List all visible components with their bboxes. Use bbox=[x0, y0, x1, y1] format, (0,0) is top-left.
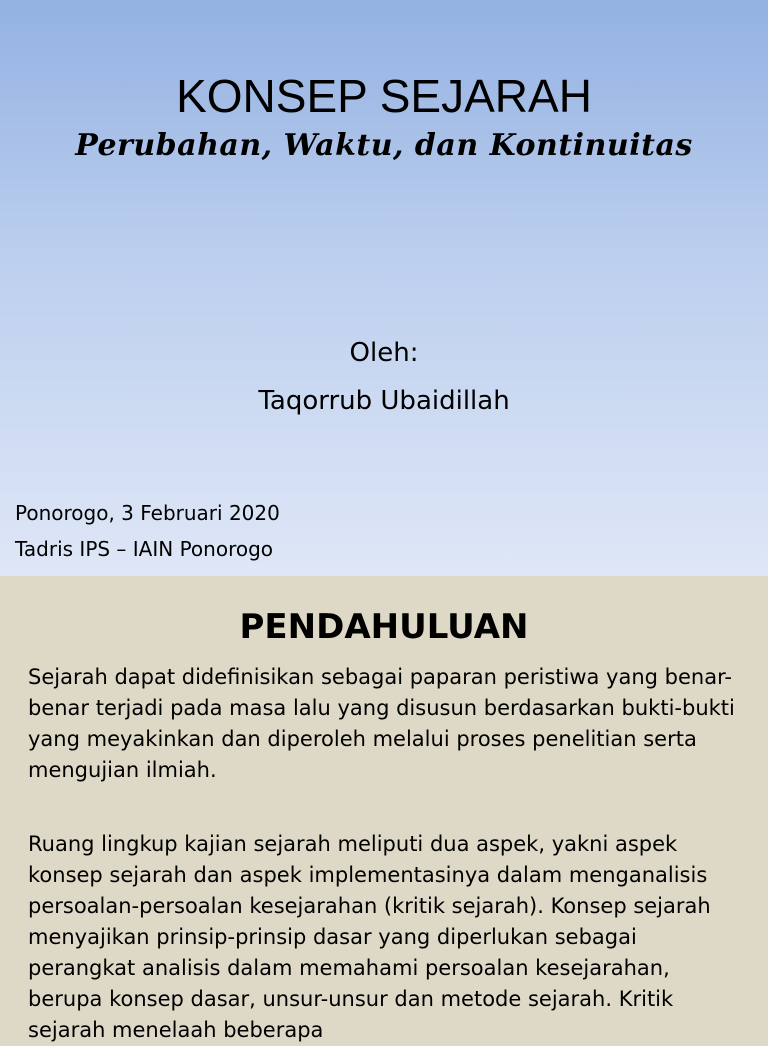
intro-slide bbox=[0, 576, 768, 1042]
date-place: Ponorogo, 3 Februari 2020 bbox=[15, 501, 280, 525]
institution: Tadris IPS – IAIN Ponorogo bbox=[15, 537, 274, 561]
slide-subtitle: Perubahan, Waktu, dan Kontinuitas bbox=[75, 128, 693, 163]
paragraph-scope: Ruang lingkup kajian sejarah meliputi dua aspek, yakni aspek konsep sejarah dan aspek implementasinya dalam menganalisis persoalan-persoalan kesejarahan (kritik sejarah). Konsep sejarah menyajikan prinsip-prinsip dasar yang diperlukan sebagai perangkat analisis dalam memahami persoalan kesejarahan, berupa konsep dasar, unsur-unsur dan metode sejarah. Kritik sejarah menelaah beberapa bbox=[28, 832, 711, 1042]
section-heading: PENDAHULUAN bbox=[239, 607, 529, 647]
author-label: Oleh: bbox=[349, 338, 419, 368]
slide-title: KONSEP SEJARAH bbox=[176, 70, 592, 122]
author-name: Taqorrub Ubaidillah bbox=[258, 386, 510, 416]
paragraph-definition: Sejarah dapat didefinisikan sebagai paparan peristiwa yang benar-benar terjadi pada masa lalu yang disusun berdasarkan bukti-bukti yang meyakinkan dan diperoleh melalui proses penelitian serta mengujian ilmiah. bbox=[28, 665, 735, 782]
